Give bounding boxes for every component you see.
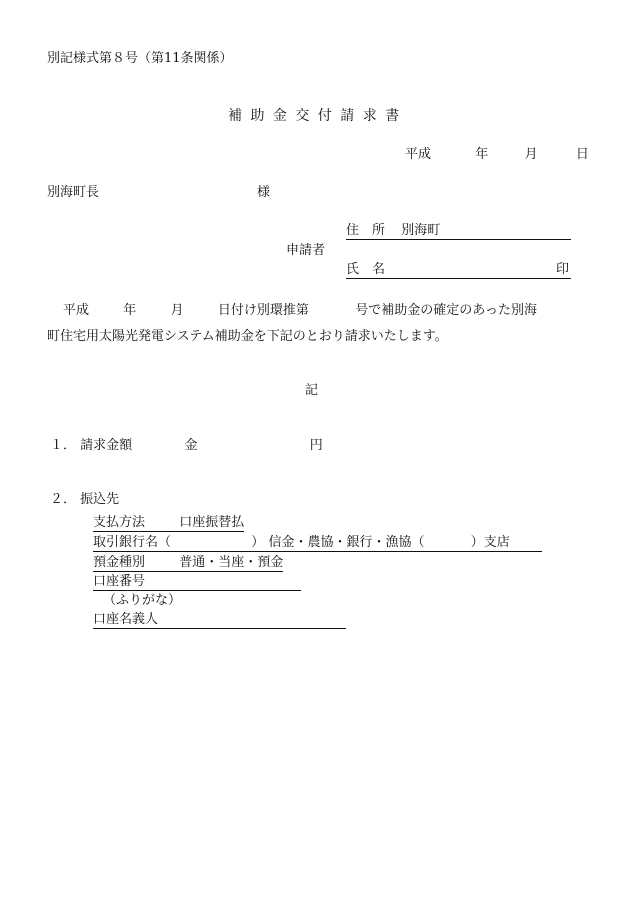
address-label: 住 所 [346,223,386,238]
item2-number: ２． [50,492,77,507]
bank-row [93,535,542,552]
branch: ）支店 [470,535,510,550]
body-day-ref: 日付け別環推第 [217,303,309,318]
item1-number: １． [50,438,77,453]
bank-close: ） [251,535,265,550]
date-line [405,147,589,163]
account-holder-label: 口座名義人 [93,612,159,627]
body-line-2: 町住宅用太陽光発電システム補助金を下記のとおり請求いたします。 [47,329,448,344]
address-value: 別海町 [401,223,441,238]
applicant-name-row [346,262,571,279]
bank-label: 取引銀行名（ [93,535,172,550]
date-era: 平成 [405,147,432,162]
recipient-honorific: 様 [257,185,271,200]
form-number: 別記様式第８号（第11条関係） [47,51,233,66]
item2-row [50,492,119,508]
body-month: 月 [170,303,184,318]
item1-yen: 円 [309,438,323,453]
item1-kin: 金 [184,438,198,453]
deposit-type-row [93,555,283,572]
ki-heading: 記 [305,383,319,398]
item1-label: 請求金額 [80,438,133,453]
deposit-type-label: 預金種別 [93,555,146,570]
furigana-label: （ふりがな） [103,593,182,608]
item1-row [50,438,323,454]
bank-types: 信金・農協・銀行・漁協（ [268,535,425,550]
account-number-row [93,574,301,591]
body-line-1 [63,303,537,319]
applicant-address-row [346,223,571,240]
item2-label: 振込先 [80,492,120,507]
payment-method-value: 口座振替払 [179,515,245,530]
body-era: 平成 [63,303,90,318]
date-year: 年 [475,147,489,162]
seal-mark: 印 [555,262,569,277]
recipient-name: 別海町長 [47,185,100,200]
date-month: 月 [524,147,538,162]
body-line1-rest: 号で補助金の確定のあった別海 [355,303,538,318]
body-year: 年 [123,303,137,318]
name-label: 氏 名 [346,262,386,277]
page-title: 補 助 金 交 付 請 求 書 [228,108,402,124]
applicant-label: 申請者 [286,243,326,258]
account-holder-row [93,612,346,629]
account-number-label: 口座番号 [93,574,146,589]
payment-method-row [93,515,244,532]
deposit-type-value: 普通・当座・預金 [179,555,284,570]
payment-method-label: 支払方法 [93,515,146,530]
date-day: 日 [575,147,589,162]
